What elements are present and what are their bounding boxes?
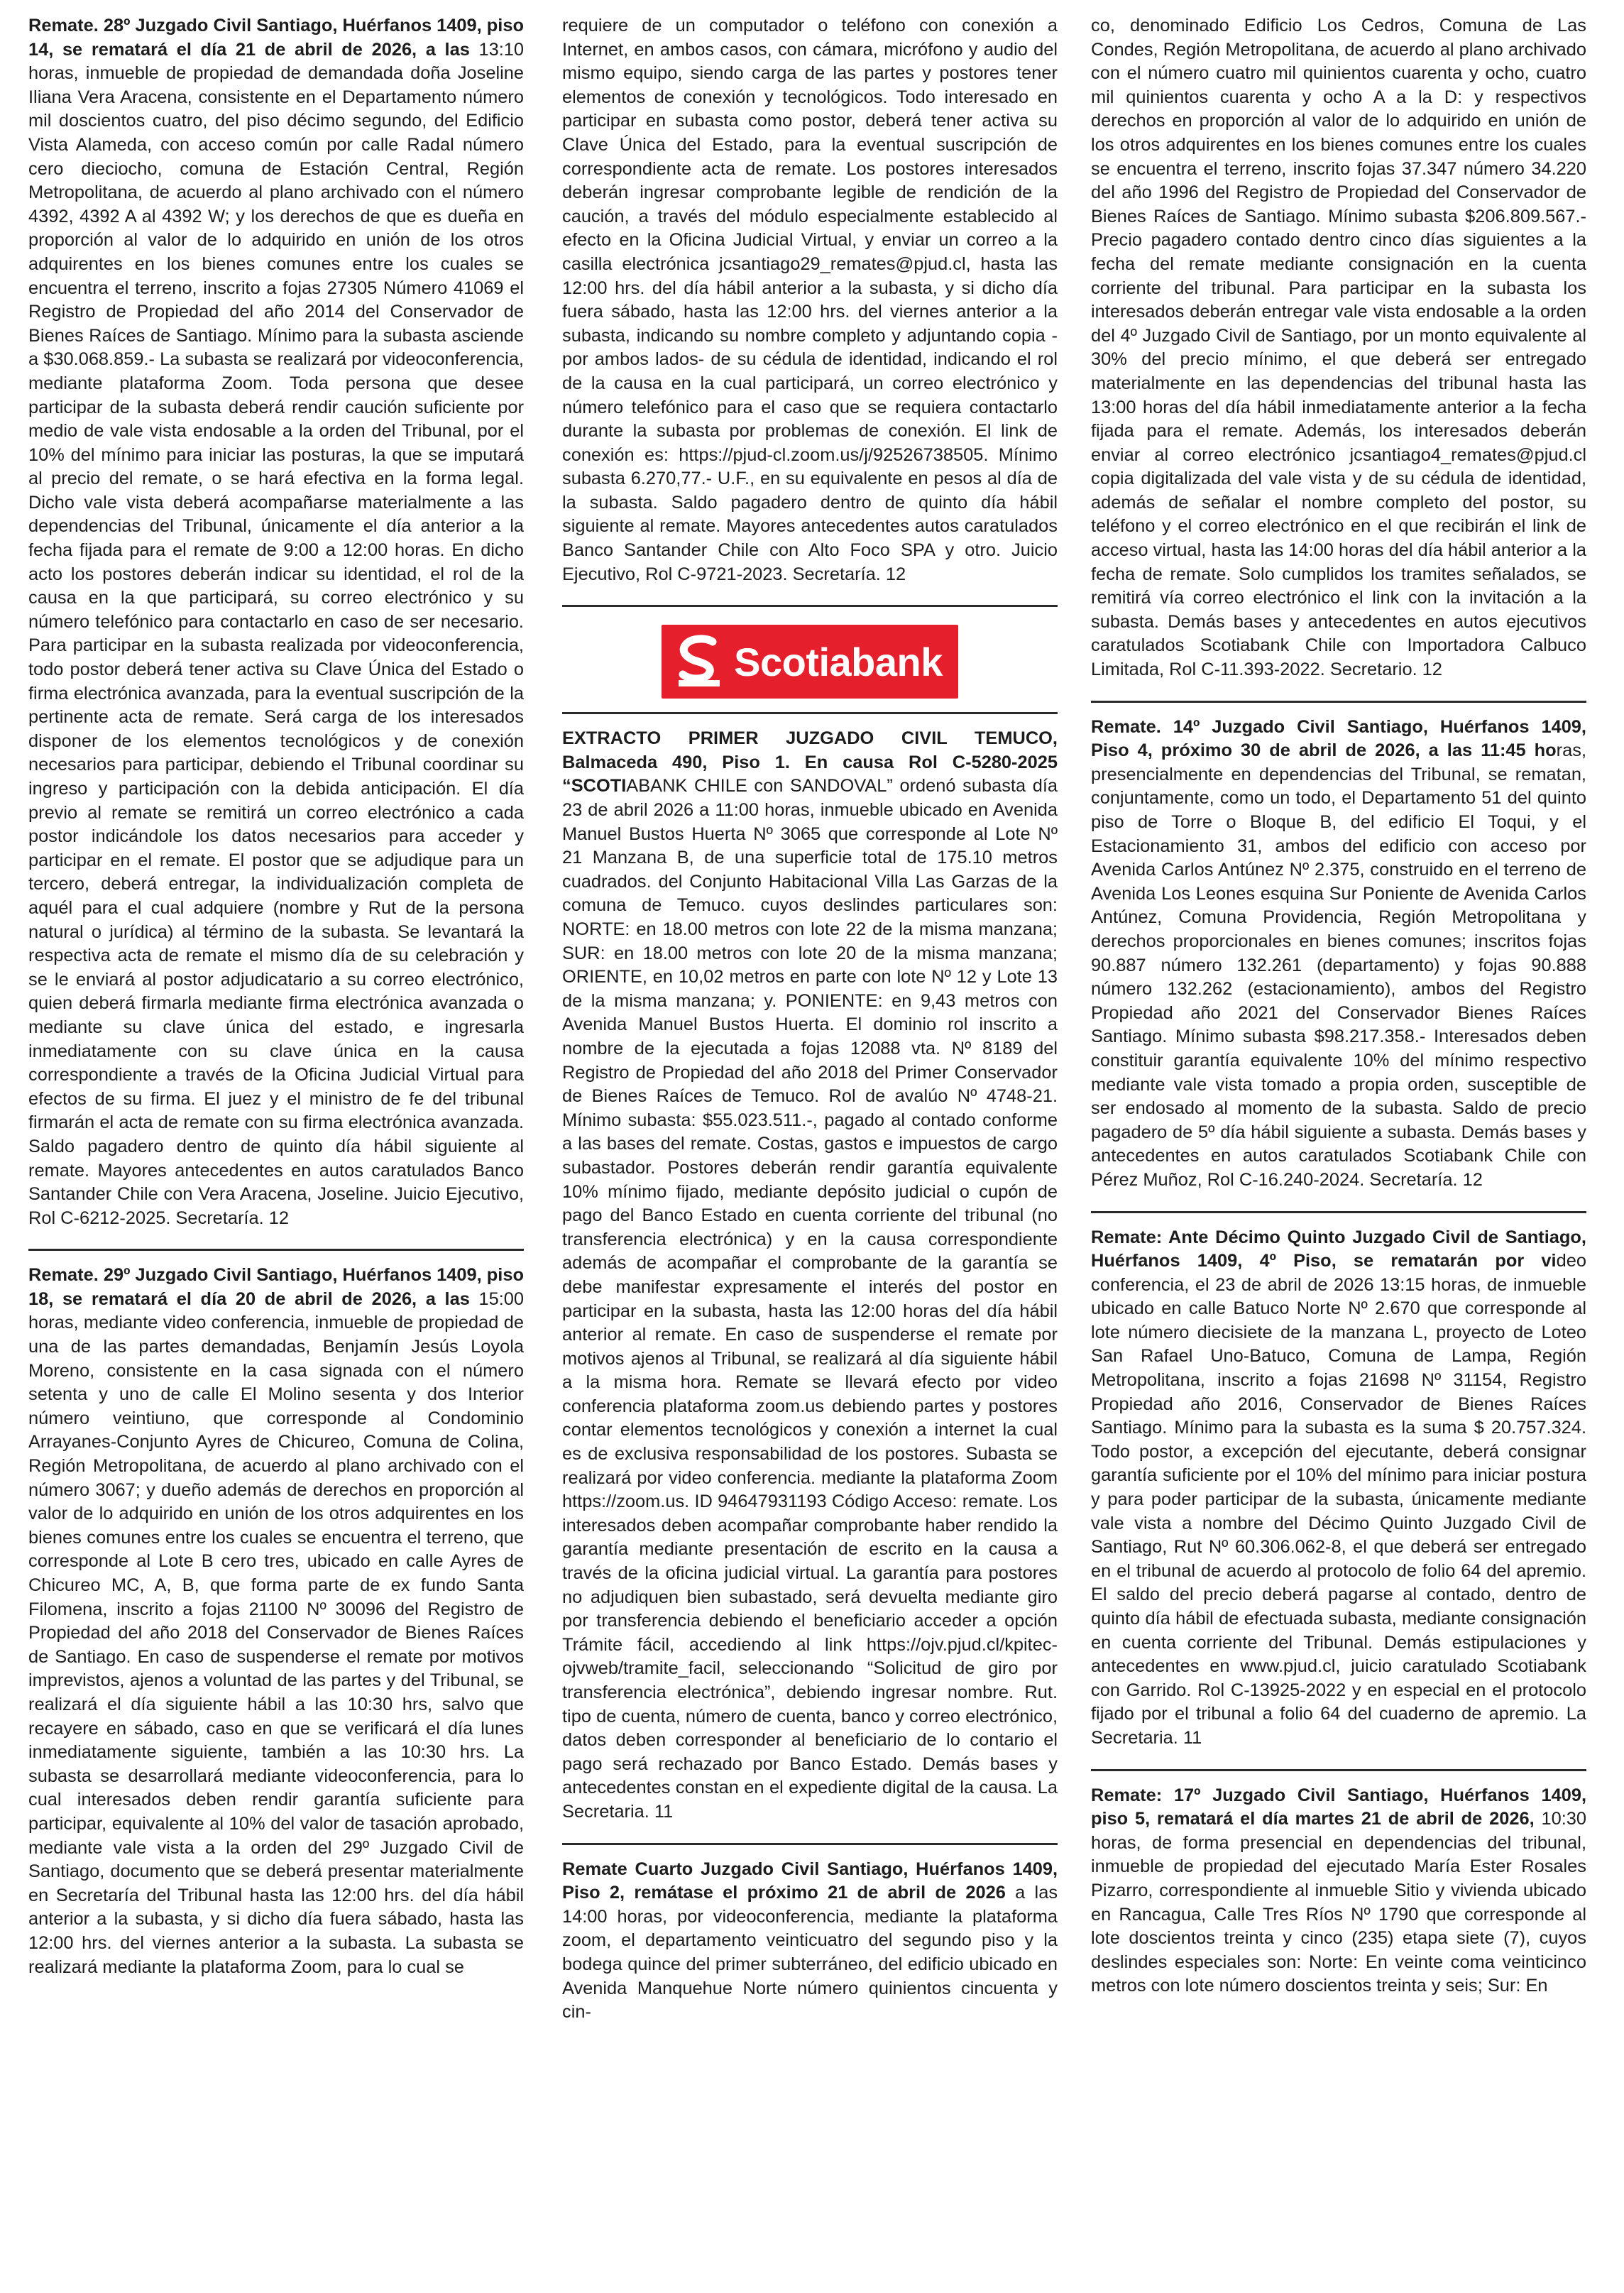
notice-heading: Remate Cuarto Juzgado Civil Santiago, Huérfanos 1409, Piso 2, remátase el próximo 21 de abril de 2026 — [562, 1859, 1058, 1903]
column-right — [1091, 14, 1586, 2286]
notice-cuarto-juzgado — [562, 1858, 1058, 2025]
notice-17-juzgado — [1091, 1784, 1586, 1998]
notice-29-juzgado-continued — [562, 14, 1058, 586]
notice-29-juzgado — [28, 1264, 524, 1979]
notice-body: a las 14:00 horas, por videoconferencia, mediante la plataforma zoom, el departamento veinticuatro del segundo piso y la bodega quince del primer subterráneo, del edificio ubicado en Avenida Manquehue Norte número quinientos cincuenta y cin- — [562, 1883, 1058, 2023]
notice-body: ras, presencialmente en dependencias del Tribunal, se rematan, conjuntamente, como un todo, el Departamento 51 del quinto piso de Torre o Bloque B, del edificio El Toqui, y el Estacionamiento 31, ambos del edificio con acceso por Avenida Carlos Antúnez Nº 2.375, construido en el terreno de Avenida Los Leones esquina Sur Poniente de Avenida Carlos Antúnez, Comuna Providencia, Región Metropolitana y derechos proporcionales en bienes comunes; inscritos fojas 90.887 número 132.261 (departamento) y fojas 90.888 número 132.262 (estacionamiento), ambos del Registro Propiedad año 2021 del Conservador Bienes Raíces Santiago. Mínimo subasta $98.217.358.- Interesados deben constituir garantía equivalente 10% del mínimo respectivo mediante vale vista tomado a propia orden, susceptible de ser endosado al momento de la subasta. Saldo de precio pagadero de 5º día hábil siguiente a subasta. Demás bases y antecedentes en autos caratulados Scotiabank Chile con Pérez Muñoz, Rol C-16.240-2024. Secretaría. 12 — [1091, 740, 1586, 1190]
column-left — [28, 14, 524, 2286]
notice-heading: Remate. 14º Juzgado Civil Santiago, Huérfanos 1409, Piso 4, próximo 30 de abril de 2026, a las 11:45 ho — [1091, 716, 1586, 761]
notice-body: 13:10 horas, inmueble de propiedad de demandada doña Joseline Iliana Vera Aracena, consistente en el Departamento número mil doscientos cuatro, del piso décimo segundo, del Edificio Vista Alameda, con acceso común por calle Radal número cero dieciocho, comuna de Estación Central, Región Metropolitana, de acuerdo al plano archivado con el número 4392, 4392 A al 4392 W; y los derechos de que es dueña en proporción al valor de lo adquirido en unión de los otros adquirentes en los bienes comunes entre los cuales se encuentra el terreno, inscrito a fojas 27305 Número 41069 el Registro de Propiedad del año 2014 del Conservador de Bienes Raíces de Santiago. Mínimo para la subasta asciende a $30.068.859.- La subasta se realizará por videoconferencia, mediante plataforma Zoom. Toda persona que desee participar de la subasta deberá rendir caución suficiente por medio de vale vista endosable a la orden del Tribunal, por el 10% del mínimo para iniciar las posturas, la que se imputará al precio del remate, o se hará efectiva en la forma legal. Dicho vale vista deberá acompañarse materialmente a las dependencias del Tribunal, únicamente el día anterior a la fecha fijada para el remate de 9:00 a 12:00 horas. En dicho acto los postores deberán indicar su identidad, el rol de la causa en la que participará, su correo electrónico y su número telefónico para contactarlo en caso de ser necesario. Para participar en la subasta realizada por videoconferencia, todo postor deberá tener activa su Clave Única del Estado o firma electrónica avanzada, para la eventual suscripción de la pertinente acta de remate. Será carga de los interesados disponer de los elementos tecnológicos y de conexión necesarios para participar, debiendo el Tribunal coordinar su ingreso y participación con la debida anticipación. El día previo al remate se remitirá un correo electrónico a cada postor indicándole los datos necesarios para acceder y participar en el remate. El postor que se adjudique para un tercero, deberá entregar, la individualización completa de aquél para el cual adquiere (nombre y Rut de la persona natural o jurídica) al término de la subasta. Se levantará la respectiva acta de remate el mismo día de su celebración y se le enviará al postor adjudicatario a su correo electrónico, quien deberá firmarla mediante firma electrónica avanzada o mediante su clave única del estado, e ingresarla inmediatamente con su clave única en la causa correspondiente a través de la Oficina Judicial Virtual para efectos de su firma. El juez y el ministro de fe del tribunal firmarán el acta de remate con su firma electrónica avanzada. Saldo pagadero dentro de quinto día hábil siguiente al remate. Mayores antecedentes en autos caratulados Banco Santander Chile con Vera Aracena, Joseline. Juicio Ejecutivo, Rol C-6212-2025. Secretaría. 12 — [28, 39, 524, 1228]
notice-body: deo conferencia, el 23 de abril de 2026 13:15 horas, de inmueble ubicado en calle Batuco Norte Nº 2.670 que corresponde al lote número diecisiete de la manzana L, proyecto de Loteo San Rafael Uno-Batuco, Comuna de Lampa, Región Metropolitana, inscrito a fojas 21698 Nº 31154, Registro Propiedad año 2016, Conservador de Bienes Raíces Santiago. Mínimo para la subasta es la suma $ 20.757.324. Todo postor, a excepción del ejecutante, deberá consignar garantía suficiente por el 10% del mínimo para iniciar postura y para poder participar de la subasta, únicamente mediante vale vista a nombre del Décimo Quinto Juzgado Civil de Santiago, Rut Nº 60.306.062-8, el que deberá ser entregado en el tribunal de acuerdo al protocolo de folio 64 del apremio. El saldo del precio deberá pagarse al contado, dentro de quinto día hábil de efectuada subasta, mediante consignación en cuenta corriente del Tribunal. Demás estipulaciones y antecedentes en www.pjud.cl, juicio caratulado Scotiabank con Garrido. Rol C-13925-2022 y en especial en el protocolo fijado por el tribunal a folio 64 del cuaderno de apremio. La Secretaria. 11 — [1091, 1251, 1586, 1748]
column-middle — [562, 14, 1058, 2286]
notice-body: requiere de un computador o teléfono con conexión a Internet, en ambos casos, con cámara, micrófono y audio del mismo equipo, siendo carga de las partes y postores tener elementos de conexión y tecnológicos. Todo interesado en participar en subasta como postor, deberá tener activa su Clave Única del Estado, para la eventual suscripción de correspondiente acta de remate. Los postores interesados deberán ingresar comprobante legible de rendición de la caución, a través del módulo especialmente establecido al efecto en la Oficina Judicial Virtual, y enviar un correo a la casilla electrónica jcsantiago29_remates@pjud.cl, hasta las 12:00 hrs. del día hábil anterior a la subasta, y si dicho día fuera sábado, hasta las 12:00 hrs. del viernes anterior a la subasta, indicando su nombre completo y adjuntando copia -por ambos lados- de su cédula de identidad, indicando el rol de la causa en la cual participará, un correo electrónico y número telefónico para el caso que se requiera contactarlo durante la subasta por problemas de conexión. El link de conexión es: https://pjud-cl.zoom.us/j/92526738505. Mínimo subasta 6.270,77.- U.F., en su equivalente en pesos al día de la subasta. Saldo pagadero dentro de quinto día hábil siguiente al remate. Mayores antecedentes autos caratulados Banco Santander Chile con Alto Foco SPA y otro. Juicio Ejecutivo, Rol C-9721-2023. Secretaría. 12 — [562, 16, 1058, 584]
notice-heading: Remate: 17º Juzgado Civil Santiago, Huérfanos 1409, piso 5, rematará el día martes 21 de abril de 2026, — [1091, 1785, 1586, 1829]
notice-body: co, denominado Edificio Los Cedros, Comuna de Las Condes, Región Metropolitana, de acuerdo al plano archivado con el número cuatro mil quinientos cuarenta y ocho, cuatro mil quinientos cuarenta y ocho A a la D: y respectivos derechos en proporción al valor de lo adquirido en unión de los otros adquirentes en los bienes comunes entre los cuales se encuentra el terreno, inscrito fojas 37.347 número 34.220 del año 1996 del Registro de Propiedad del Conservador de Bienes Raíces de Santiago. Mínimo subasta $206.809.567.- Precio pagadero contado dentro cinco días siguientes a la fecha del remate mediante consignación en la cuenta corriente del tribunal. Para participar en la subasta los interesados deberán entregar vale vista endosable a la orden del 4º Juzgado Civil de Santiago, por un monto equivalente al 30% del precio mínimo, el que deberá ser entregado materialmente en las dependencias del tribunal hasta las 13:00 horas del día hábil inmediatamente anterior a la fecha fijada para el remate. Además, los interesados deberán enviar al correo electrónico jcsantiago4_remates@pjud.cl copia digitalizada del vale vista y de su cédula de identidad, además de señalar el nombre completo del postor, su teléfono y el correo electrónico en el que recibirán el link de acceso virtual, hasta las 14:00 horas del día hábil anterior a la fecha de remate. Solo cumplidos los tramites señalados, se remitirá vía correo electrónico el link con la invitación a la subasta. Demás bases y antecedentes en autos ejecutivos caratulados Scotiabank Chile con Importadora Calbuco Limitada, Rol C-11.393-2022. Secretario. 12 — [1091, 16, 1586, 680]
scotiabank-logo — [662, 625, 958, 699]
notice-divider — [562, 605, 1058, 607]
notice-heading-cont: ABANK CHILE con SANDOVAL” — [626, 776, 893, 797]
notice-divider — [1091, 701, 1586, 703]
notice-14-juzgado — [1091, 716, 1586, 1193]
scotiabank-s-icon — [674, 635, 724, 689]
notice-heading: EXTRACTO PRIMER JUZGADO CIVIL TEMUCO, Balmaceda 490, Piso 1. En causa Rol C-5280-2025 “SCOTI — [562, 728, 1058, 797]
notice-cuarto-juzgado-continued — [1091, 14, 1586, 682]
notice-divider — [562, 712, 1058, 714]
notice-body: ordenó subasta día 23 de abril 2026 a 11:00 horas, inmueble ubicado en Avenida Manuel Bustos Huerta Nº 3065 que corresponde al Lote Nº 21 Manzana B, de una superficie total de 175.10 metros cuadrados. del Conjunto Habitacional Villa Las Garzas de la comuna de Temuco. cuyos deslindes particulares son: NORTE: en 18.00 metros con lote 22 de la misma manzana; SUR: en 18.00 metros con lote 20 de la misma manzana; ORIENTE, en 10,02 metros en parte con lote Nº 12 y Lote 13 de la misma manzana; y. PONIENTE: en 9,43 metros con Avenida Manuel Bustos Huerta. El dominio rol inscrito a nombre de la ejecutada a fojas 12088 vta. Nº 8189 del Registro de Propiedad del año 2018 del Primer Conservador de Bienes Raíces de Temuco. Rol de avalúo Nº 4748-21. Mínimo subasta: $55.023.511.-, pagado al contado conforme a las bases del remate. Costas, gastos e impuestos de cargo subastador. Postores deberán rendir garantía equivalente 10% mínimo fijado, mediante depósito judicial o cupón de pago del Banco Estado en cuenta corriente del tribunal (no transferencia electrónica) y en la causa correspondiente además de acompañar el comprobante de la garantía se debe manifestar expresamente el interés del postor en participar en la subasta, hasta las 12:00 horas del día hábil anterior al remate. En caso de suspenderse el remate por motivos ajenos al Tribunal, se realizará al día siguiente hábil a la misma hora. Remate se llevará efecto por video conferencia plataforma zoom.us debiendo partes y postores contar elementos tecnológicos y conexión a internet la cual es de exclusiva responsabilidad de los postores. Subasta se realizará por video conferencia. mediante la plataforma Zoom https://zoom.us. ID 94647931193 Código Acceso: remate. Los interesados deben acompañar comprobante haber rendido la garantía mediante presentación de escrito en la causa a través de la oficina judicial virtual. La garantía para postores no adjudiquen bien subastado, será devuelta mediante giro por transferencia debiendo el beneficiario acceder a opción Trámite fácil, accediendo al link https://ojv.pjud.cl/kpitec-ojvweb/tramite_facil, seleccionando “Solicitud de giro por transferencia electrónica”, debiendo ingresar nombre. Rut. tipo de cuenta, número de cuenta, banco y correo electrónico, datos deben corresponder al beneficiario de lo contario el pago será rechazado por Banco Estado. Demás bases y antecedentes constan en el expediente digital de la causa. La Secretaria. 11 — [562, 776, 1058, 1822]
notice-body: 10:30 horas, de forma presencial en dependencias del tribunal, inmueble de propiedad del ejecutado María Ester Rosales Pizarro, correspondiente al inmueble Sitio y vivienda ubicado en Rancagua, Calle Tres Ríos Nº 1790 que corresponde al lote doscientos treinta y cinco (235) etapa siete (7), cuyos deslindes especiales son: Norte: En veinte coma veinticinco metros con lote número doscientos treinta y seis; Sur: En — [1091, 1809, 1586, 1996]
scotiabank-logo-text: Scotiabank — [734, 639, 943, 684]
notice-28-juzgado — [28, 14, 524, 1230]
notice-temuco — [562, 727, 1058, 1824]
notice-heading: Remate. 28º Juzgado Civil Santiago, Huérfanos 1409, piso 14, se rematará el día 21 de abril de 2026, a las — [28, 16, 524, 60]
notice-divider — [1091, 1211, 1586, 1213]
notice-divider — [28, 1249, 524, 1251]
notice-heading: Remate: Ante Décimo Quinto Juzgado Civil de Santiago, Huérfanos 1409, 4º Piso, se rematarán por vi — [1091, 1227, 1586, 1271]
notice-body: 15:00 horas, mediante video conferencia, inmueble de propiedad de una de las partes demandadas, Benjamín Jesús Loyola Moreno, consistente en la casa signada con el número setenta y uno de calle El Molino sesenta y dos Interior número veintiuno, que corresponde al Condominio Arrayanes-Conjunto Ayres de Chicureo, Comuna de Colina, Región Metropolitana, de acuerdo al plano archivado con el número 3067; y dueño además de derechos en proporción al valor de lo adquirido en unión de los otros adquirentes en los bienes comunes entre los cuales se encuentra el terreno, que corresponde al Lote B cero tres, ubicado en calle Ayres de Chicureo MC, A, B, que forma parte de ex fundo Santa Filomena, inscrito a fojas 21100 Nº 30096 del Registro de Propiedad del año 2018 del Conservador de Bienes Raíces de Santiago. En caso de suspenderse el remate por motivos imprevistos, ajenos a voluntad de las partes y del Tribunal, se realizará el día siguiente hábil a las 10:30 hrs, salvo que recayere en sábado, caso en que se verificará el día lunes inmediatamente siguiente, también a las 10:30 hrs. La subasta se desarrollará mediante videoconferencia, para lo cual interesados deben rendir garantía suficiente para participar, equivalente al 10% del valor de tasación aprobado, mediante vale vista a la orden del 29º Juzgado Civil de Santiago, documento que se deberá presentar materialmente en Secretaría del Tribunal hasta las 12:00 hrs. del día hábil anterior a la subasta, y si dicho día fuera sábado, hasta las 12:00 hrs. del viernes anterior a la subasta. La subasta se realizará mediante la plataforma Zoom, para lo cual se — [28, 1288, 524, 1977]
notice-heading: Remate. 29º Juzgado Civil Santiago, Huérfanos 1409, piso 18, se rematará el día 20 de abril de 2026, a las — [28, 1265, 524, 1309]
scotiabank-logo-area — [562, 620, 1058, 704]
notice-divider — [1091, 1769, 1586, 1771]
notice-divider — [562, 1843, 1058, 1845]
notice-15-juzgado — [1091, 1226, 1586, 1751]
